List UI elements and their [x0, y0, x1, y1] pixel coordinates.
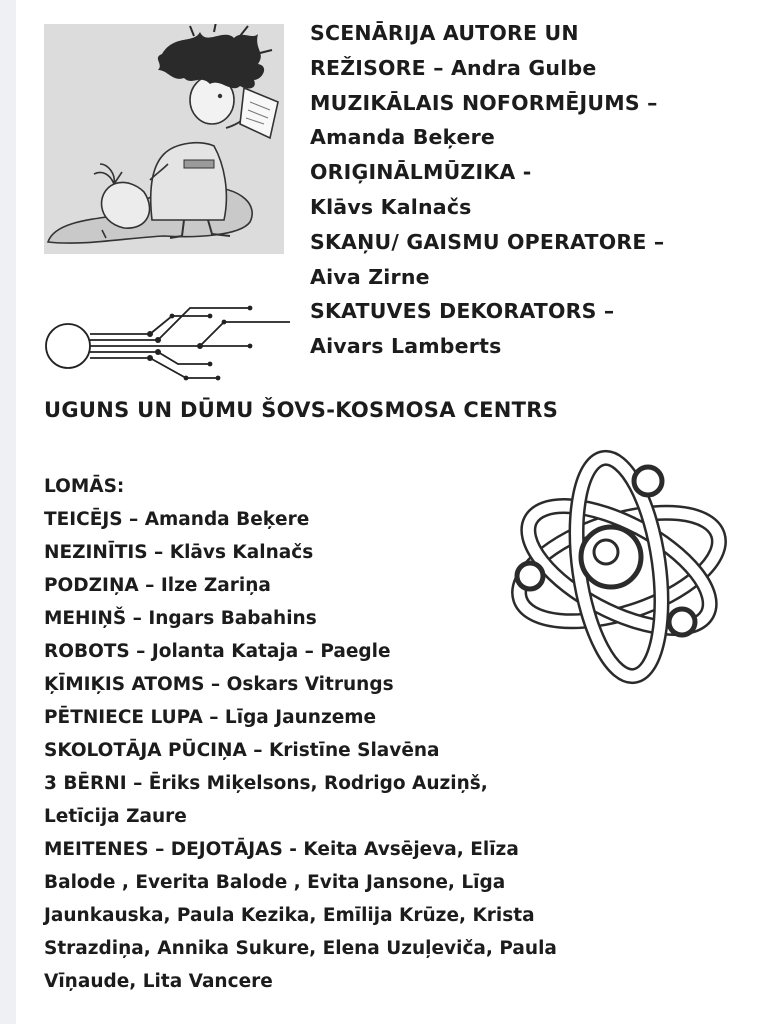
credit-line: SKATUVES DEKORATORS – — [310, 299, 615, 324]
credit-line: Amanda Beķere — [310, 125, 495, 150]
credit-line: Klāvs Kalnačs — [310, 194, 472, 219]
cast-line: Jaunkauska, Paula Kezika, Emīlija Krūze, Krista — [44, 905, 535, 926]
cast-line: Vīņaude, Lita Vancere — [44, 971, 273, 992]
cast-line: Strazdiņa, Annika Sukure, Elena Uzuļeviča, Paula — [44, 938, 557, 959]
atom-icon — [508, 448, 730, 686]
cast-line: TEICĒJS – Amanda Beķere — [44, 509, 310, 530]
cast-line: 3 BĒRNI – Ēriks Miķelsons, Rodrigo Auziņš, — [44, 773, 488, 794]
credit-line: REŽISORE – Andra Gulbe — [310, 55, 597, 80]
cast-line: Balode , Everita Balode , Evita Jansone, Līga — [44, 872, 506, 893]
cast-line: MEHIŅŠ – Ingars Babahins — [44, 608, 317, 629]
crew-credits-list — [310, 16, 750, 364]
cast-heading: LOMĀS: — [44, 476, 125, 497]
credit-line: Aiva Zirne — [310, 264, 430, 289]
credit-line: SKAŅU/ GAISMU OPERATORE – — [310, 229, 665, 254]
circuit-lines-icon — [40, 298, 290, 388]
credit-line: Aivars Lamberts — [310, 334, 502, 359]
cast-line: NEZINĪTIS – Klāvs Kalnačs — [44, 542, 314, 563]
cast-line: PODZIŅA – Ilze Zariņa — [44, 575, 271, 596]
venue-title: UGUNS UN DŪMU ŠOVS-KOSMOSA CENTRS — [44, 398, 559, 422]
cast-line: ROBOTS – Jolanta Kataja – Paegle — [44, 641, 391, 662]
cast-line: PĒTNIECE LUPA – Līga Jaunzeme — [44, 707, 377, 728]
cast-line: SKOLOTĀJA PŪCIŅA – Kristīne Slavēna — [44, 740, 440, 761]
character-illustration — [44, 24, 284, 254]
left-margin-strip — [0, 0, 16, 1024]
cast-line: MEITENES – DEJOTĀJAS - Keita Avsējeva, Elīza — [44, 839, 519, 860]
credit-line: ORIĢINĀLMŪZIKA - — [310, 160, 532, 185]
cast-line: ĶĪMIĶIS ATOMS – Oskars Vitrungs — [44, 674, 394, 695]
credit-line: SCENĀRIJA AUTORE UN — [310, 21, 579, 45]
credit-line: MUZIKĀLAIS NOFORMĒJUMS – — [310, 90, 658, 115]
cast-line: Letīcija Zaure — [44, 806, 187, 827]
